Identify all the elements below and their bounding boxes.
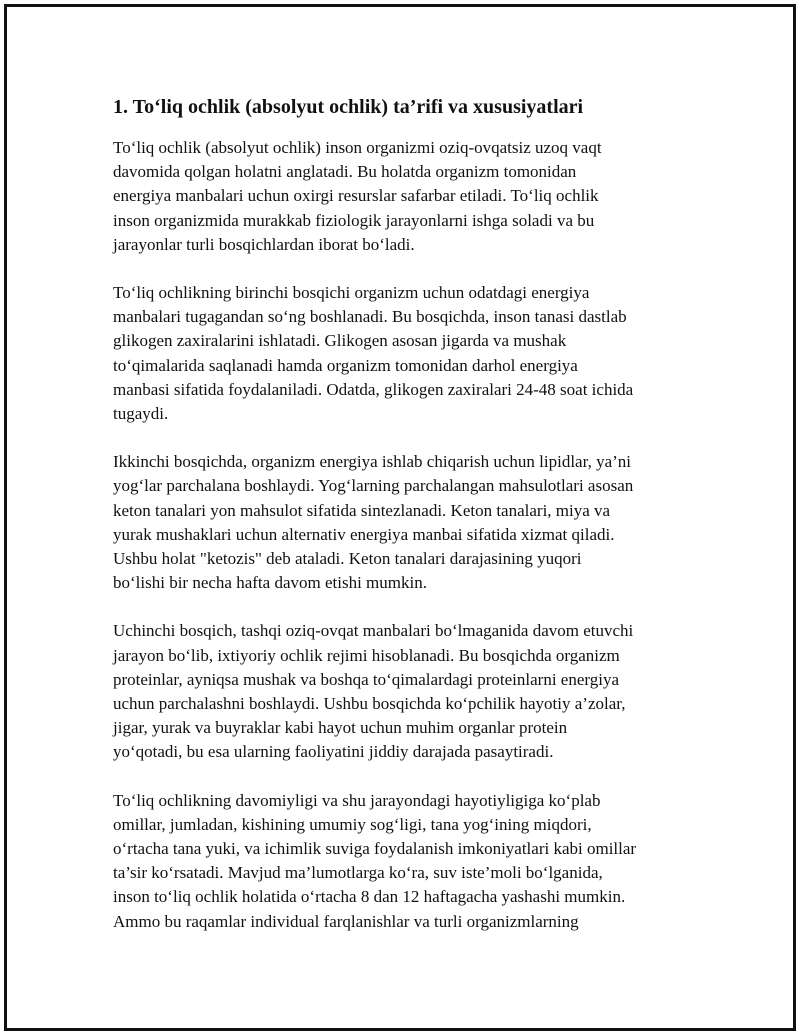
text-line: proteinlar, ayniqsa mushak va boshqa to‘qimalardagi proteinlarni energiya (113, 669, 620, 689)
paragraph-1 (113, 136, 693, 257)
text-line: ta’sir ko‘rsatadi. Mavjud ma’lumotlarga ko‘ra, suv iste’moli bo‘lganida, (113, 863, 603, 883)
text-line: inson to‘liq ochlik holatida o‘rtacha 8 dan 12 haftagacha yashashi mumkin. (113, 887, 626, 907)
text-line: manbasi sifatida foydalaniladi. Odatda, glikogen zaxiralari 24-48 soat ichida (113, 379, 634, 399)
text-line: uchun parchalashni boshlaydi. Ushbu bosqichda ko‘pchilik hayotiy a’zolar, (113, 694, 626, 714)
text-line: To‘liq ochlikning davomiyligi va shu jarayondagi hayotiyligiga ko‘plab (113, 790, 601, 810)
text-line: To‘liq ochlikning birinchi bosqichi organizm uchun odatdagi energiya (113, 283, 590, 303)
text-line: To‘liq ochlik (absolyut ochlik) inson organizmi oziq-ovqatsiz uzoq vaqt (113, 138, 602, 157)
text-line: Ikkinchi bosqichda, organizm energiya ishlab chiqarish uchun lipidlar, ya’ni (113, 452, 632, 472)
paragraph-5 (113, 789, 693, 934)
text-line: bo‘lishi bir necha hafta davom etishi mumkin. (113, 573, 427, 593)
paragraph-3 (113, 450, 693, 595)
text-line: inson organizmida murakkab fiziologik jarayonlarni ishga soladi va bu (113, 210, 595, 230)
text-line: yog‘lar parchalana boshlaydi. Yog‘larning parchalangan mahsulotlari asosan (113, 476, 634, 496)
text-line: tugaydi. (113, 404, 169, 424)
text-line: Ammo bu raqamlar individual farqlanishlar va turli organizmlarning (113, 911, 579, 931)
text-line: Ushbu holat "ketozis" deb ataladi. Keton tanalari darajasining yuqori (113, 549, 582, 569)
text-line: o‘rtacha tana yuki, va ichimlik suviga foydalanish imkoniyatlari kabi omillar (113, 839, 637, 859)
text-line: yurak mushaklari uchun alternativ energiya manbai sifatida xizmat qiladi. (113, 524, 615, 544)
paragraph-4 (113, 619, 693, 764)
text-line: energiya manbalari uchun oxirgi resurslar safarbar etiladi. To‘liq ochlik (113, 186, 599, 206)
text-line: Uchinchi bosqich, tashqi oziq-ovqat manbalari bo‘lmaganida davom etuvchi (113, 621, 634, 641)
document-body (113, 90, 693, 958)
text-line: keton tanalari yon mahsulot sifatida sintezlanadi. Keton tanalari, miya va (113, 500, 611, 520)
text-line: glikogen zaxiralarini ishlatadi. Glikogen asosan jigarda va mushak (113, 331, 567, 351)
text-line: to‘qimalarida saqlanadi hamda organizm tomonidan darhol energiya (113, 355, 578, 375)
text-line: yo‘qotadi, bu esa ularning faoliyatini jiddiy darajada pasaytiradi. (113, 742, 554, 762)
text-line: jigar, yurak va buyraklar kabi hayot uchun muhim organlar protein (113, 718, 568, 738)
text-line: davomida qolgan holatni anglatadi. Bu holatda organizm tomonidan (113, 162, 577, 182)
text-line: omillar, jumladan, kishining umumiy sog‘ligi, tana yog‘ining miqdori, (113, 814, 592, 834)
paragraph-2 (113, 281, 693, 426)
section-heading: 1. To‘liq ochlik (absolyut ochlik) ta’rifi va xususiyatlari (113, 96, 584, 118)
text-line: jarayonlar turli bosqichlardan iborat bo‘ladi. (113, 234, 415, 254)
text-line: manbalari tugagandan so‘ng boshlanadi. Bu bosqichda, inson tanasi dastlab (113, 307, 627, 327)
text-line: jarayon bo‘lib, ixtiyoriy ochlik rejimi hisoblanadi. Bu bosqichda organizm (113, 645, 620, 665)
